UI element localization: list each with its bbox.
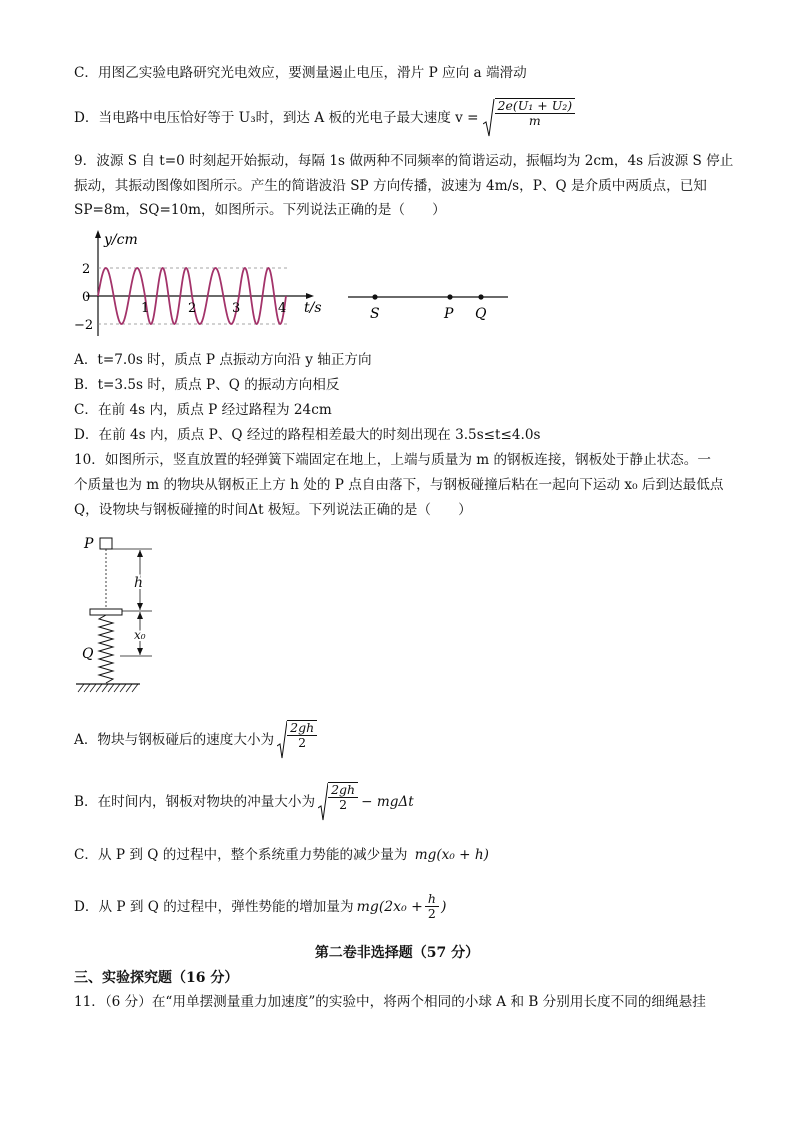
q10-b-tail: − mgΔt (361, 794, 414, 810)
spring (99, 615, 113, 683)
point-p-label: P (444, 306, 454, 322)
q9-option-d: D．在前 4s 内，质点 P、Q 经过的路程相差最大的时刻出现在 3.5s≤t≤4.0s (74, 427, 541, 443)
point-q-label: Q (475, 306, 487, 322)
q10-d-denominator: 2 (427, 906, 436, 921)
q10-option-a-text: A．物块与钢板碰后的速度大小为 (74, 732, 275, 748)
t-tick-1: 1 (141, 301, 150, 316)
q9-stem-line2: 振动，其振动图像如图所示。产生的简谐波沿 SP 方向传播，波速为 4m/s，P、Q 是介质中两质点，已知 (74, 178, 707, 194)
block-p (100, 538, 112, 549)
q10-option-b (74, 782, 414, 822)
q10-c-formula: mg(x₀ + h) (414, 847, 489, 863)
q9-option-c: C．在前 4s 内，质点 P 经过路程为 24cm (74, 402, 332, 418)
arrow-down-icon (137, 648, 143, 655)
label-h: h (134, 575, 144, 591)
y-tick-neg2: −2 (74, 318, 94, 333)
sqrt-sign-icon (318, 782, 328, 822)
q10-option-b-text: B．在时间内，钢板对物块的冲量大小为 (74, 794, 316, 810)
q10-stem-line1: 10．如图所示，竖直放置的轻弹簧下端固定在地上，上端与质量为 m 的钢板连接，钢板处于静止状态。一 (74, 452, 711, 468)
y-tick-2: 2 (82, 262, 91, 277)
t-tick-3: 3 (232, 301, 241, 316)
label-x0: x₀ (134, 628, 146, 642)
q11-stem-line1: 11．（6 分）在“用单摆测量重力加速度”的实验中，将两个相同的小球 A 和 B 分别用长度不同的细绳悬挂 (74, 994, 706, 1010)
q10-option-d-text: D．从 P 到 Q 的过程中，弹性势能的增加量为 (74, 898, 354, 915)
q8-option-d (74, 98, 575, 138)
y-axis-label: y/cm (104, 232, 138, 248)
q8-option-c: C．用图乙实验电路研究光电效应，要测量遏止电压，滑片 P 应向 a 端滑动 (74, 65, 527, 81)
q10-stem-line3: Q，设物块与钢板碰撞的时间Δt 极短。下列说法正确的是（ ） (74, 502, 472, 518)
q10-option-c (74, 846, 489, 864)
q8-formula-numerator: 2e(U₁ + U₂) (495, 99, 576, 114)
q10-option-a-formula (277, 720, 317, 760)
q9-vibration-graph (72, 228, 332, 340)
t-axis-arrow-icon (306, 293, 314, 299)
q9-option-a: A．t=7.0s 时，质点 P 点振动方向沿 y 轴正方向 (74, 352, 372, 368)
t-axis-label: t/s (304, 300, 322, 316)
arrow-up-icon (137, 612, 143, 619)
q10-b-denominator: 2 (339, 797, 348, 812)
sqrt-sign-icon (277, 720, 287, 760)
q10-d-formula-pre: mg(2x₀ + (356, 898, 423, 915)
t-tick-2: 2 (188, 301, 197, 316)
section3-title: 三、实验探究题（16 分） (74, 970, 239, 986)
arrow-down-icon (137, 603, 143, 610)
q10-option-b-formula (318, 782, 358, 822)
q10-stem-line2: 个质量也为 m 的物块从钢板正上方 h 处的 P 点自由落下，与钢板碰撞后粘在一起向下运动 x₀ 后到达最低点 (74, 477, 724, 493)
q10-option-d (74, 892, 446, 921)
q9-option-b: B．t=3.5s 时，质点 P、Q 的振动方向相反 (74, 377, 340, 393)
q10-spring-figure (70, 532, 180, 702)
steel-plate (90, 609, 122, 615)
q8-option-d-text: D．当电路中电压恰好等于 U₃时，到达 A 板的光电子最大速度 v = (74, 110, 479, 126)
label-p: P (84, 536, 94, 552)
point-p-dot (447, 294, 452, 299)
q10-b-numerator: 2gh (328, 783, 358, 798)
sqrt-sign-icon (483, 98, 495, 138)
q9-stem-line1: 9．波源 S 自 t=0 时刻起开始振动，每隔 1s 做两种不同频率的简谐运动，振幅均为 2cm，4s 后波源 S 停止 (74, 153, 734, 169)
label-q: Q (82, 646, 94, 662)
q10-option-c-text: C．从 P 到 Q 的过程中，整个系统重力势能的减少量为 (74, 847, 408, 863)
q8-formula-denominator: m (528, 113, 541, 128)
q10-a-numerator: 2gh (287, 721, 317, 736)
q9-medium-line (344, 286, 514, 322)
part2-title: 第二卷非选择题（57 分） (314, 945, 480, 961)
q8-option-d-formula (483, 98, 576, 138)
arrow-up-icon (137, 550, 143, 557)
q10-a-denominator: 2 (298, 735, 307, 750)
q10-option-a (74, 720, 317, 760)
point-s-label: S (370, 306, 380, 322)
q9-stem-line3: SP=8m，SQ=10m，如图所示。下列说法正确的是（ ） (74, 202, 446, 218)
point-q-dot (478, 294, 483, 299)
y-axis-arrow-icon (95, 230, 101, 238)
ground-hatching (78, 684, 138, 692)
q10-d-numerator: h (425, 892, 439, 907)
point-s-dot (372, 294, 377, 299)
q10-d-formula-post: ) (440, 898, 447, 915)
y-tick-0: 0 (82, 290, 91, 305)
t-tick-4: 4 (278, 301, 287, 316)
